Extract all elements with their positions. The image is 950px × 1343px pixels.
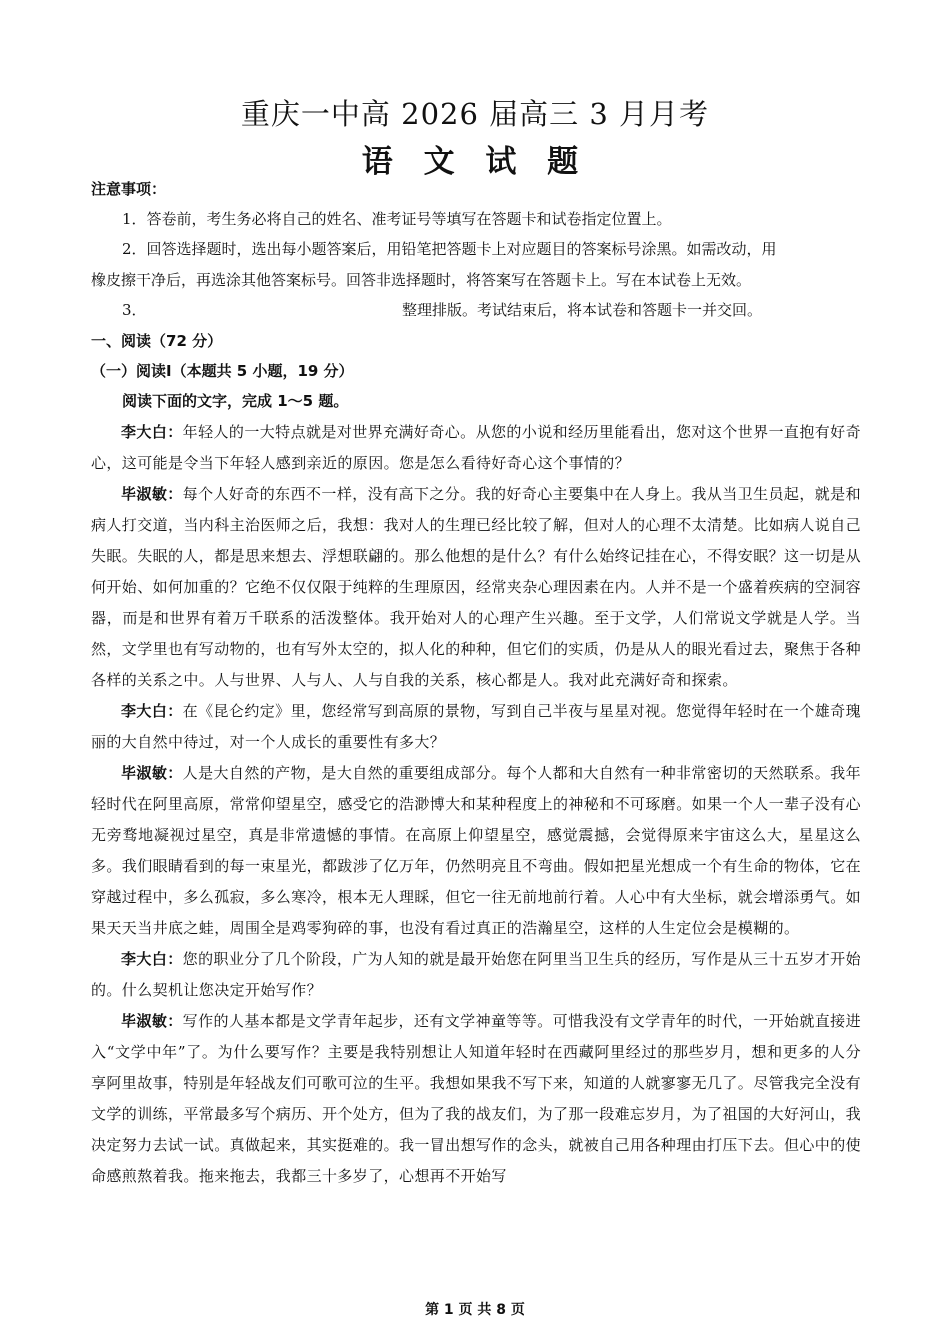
dialogue-text: 年轻人的一大特点就是对世界充满好奇心。从您的小说和经历里能看出，您对这个世界一直抱有好奇心，这可能是令当下年轻人感到亲近的原因。您是怎么看待好奇心这个事情的？ bbox=[91, 423, 861, 472]
dialogue-paragraph bbox=[91, 944, 861, 1006]
notice-heading: 注意事项： bbox=[91, 180, 167, 198]
notice-item-2-line-2: 橡皮擦干净后，再选涂其他答案标号。回答非选择题时，将答案写在答题卡上。写在本试卷上无效。 bbox=[91, 271, 752, 289]
dialogue-text: 在《昆仑约定》里，您经常写到高原的景物，写到自己半夜与星星对视。您觉得年轻时在一个雄奇瑰丽的大自然中待过，对一个人成长的重要性有多大？ bbox=[91, 702, 861, 751]
dialogue-paragraph bbox=[91, 479, 861, 696]
speaker-label: 毕淑敏： bbox=[121, 764, 183, 782]
dialogue-paragraph bbox=[91, 758, 861, 944]
exam-title: 重庆一中高 2026 届高三 3 月月考 bbox=[240, 97, 710, 131]
subsection-heading: （一）阅读Ⅰ（本题共 5 小题，19 分） bbox=[91, 362, 354, 380]
interview-text bbox=[91, 417, 861, 1192]
speaker-label: 李大白： bbox=[121, 423, 183, 441]
notice-item-2-line-1: 2．回答选择题时，选出每小题答案后，用铅笔把答题卡上对应题目的答案标号涂黑。如需改动，用 bbox=[122, 240, 777, 258]
dialogue-text: 写作的人基本都是文学青年起步，还有文学神童等等。可惜我没有文学青年的时代，一开始就直接进入“文学中年”了。为什么要写作？主要是我特别想让人知道年轻时在西藏阿里经过的那些岁月，想和更多的人分享阿里故事，特别是年轻战友们可歌可泣的生平。我想如果我不写下来，知道的人就寥寥无几了。尽管我完全没有文学的训练，平常最多写个病历、开个处方，但为了我的战友们，为了那一段难忘岁月，为了祖国的大好河山，我决定努力去试一试。真做起来，其实挺难的。我一冒出想写作的念头，就被自己用各种理由打压下去。但心中的使命感煎熬着我。拖来拖去，我都三十多岁了，心想再不开始写 bbox=[91, 1012, 862, 1185]
speaker-label: 毕淑敏： bbox=[121, 1012, 183, 1030]
dialogue-text: 您的职业分了几个阶段，广为人知的就是最开始您在阿里当卫生兵的经历，写作是从三十五岁才开始的。什么契机让您决定开始写作？ bbox=[91, 950, 861, 999]
dialogue-paragraph bbox=[91, 1006, 861, 1192]
notice-item-1: 1．答卷前，考生务必将自己的姓名、准考证号等填写在答题卡和试卷指定位置上。 bbox=[122, 210, 672, 228]
page-number: 第 1 页 共 8 页 bbox=[425, 1302, 525, 1318]
notice-item-3-number: 3． bbox=[122, 301, 147, 319]
dialogue-text: 人是大自然的产物，是大自然的重要组成部分。每个人都和大自然有一种非常密切的天然联系。我年轻时代在阿里高原，常常仰望星空，感受它的浩渺博大和某种程度上的神秘和不可琢磨。如果一个人一辈子没有心无旁骛地凝视过星空，真是非常遗憾的事情。在高原上仰望星空，感觉震撼，会觉得原来宇宙这么大，星星这么多。我们眼睛看到的每一束星光，都跋涉了亿万年，仍然明亮且不弯曲。假如把星光想成一个有生命的物体，它在穿越过程中，多么孤寂，多么寒冷，根本无人理睬，但它一往无前地前行着。人心中有大坐标，就会增添勇气。如果天天当井底之蛙，周围全是鸡零狗碎的事，也没有看过真正的浩瀚星空，这样的人生定位会是模糊的。 bbox=[91, 764, 862, 937]
section-heading: 一、阅读（72 分） bbox=[91, 332, 223, 350]
reading-instruction: 阅读下面的文字，完成 1～5 题。 bbox=[122, 392, 349, 410]
dialogue-paragraph bbox=[91, 417, 861, 479]
dialogue-paragraph bbox=[91, 696, 861, 758]
speaker-label: 李大白： bbox=[121, 950, 183, 968]
dialogue-text: 每个人好奇的东西不一样，没有高下之分。我的好奇心主要集中在人身上。我从当卫生员起，就是和病人打交道，当内科主治医师之后，我想：我对人的生理已经比较了解，但对人的心理不太清楚。比如病人说自己失眠。失眠的人，都是思来想去、浮想联翩的。那么他想的是什么？有什么始终记挂在心，不得安眠？这一切是从何开始、如何加重的？它绝不仅仅限于纯粹的生理原因，经常夹杂心理因素在内。人并不是一个盛着疾病的空洞容器，而是和世界有着万千联系的活泼整体。我开始对人的心理产生兴趣。至于文学，人们常说文学就是人学。当然，文学里也有写动物的，也有写外太空的，拟人化的种种，但它们的实质，仍是从人的眼光看过去，聚焦于各种各样的关系之中。人与世界、人与人、人与自我的关系，核心都是人。我对此充满好奇和探索。 bbox=[91, 485, 862, 689]
speaker-label: 李大白： bbox=[121, 702, 183, 720]
notice-item-3-text: 整理排版。考试结束后，将本试卷和答题卡一并交回。 bbox=[402, 301, 763, 319]
exam-subject-title: 语 文 试 题 bbox=[361, 144, 589, 180]
speaker-label: 毕淑敏： bbox=[121, 485, 183, 503]
